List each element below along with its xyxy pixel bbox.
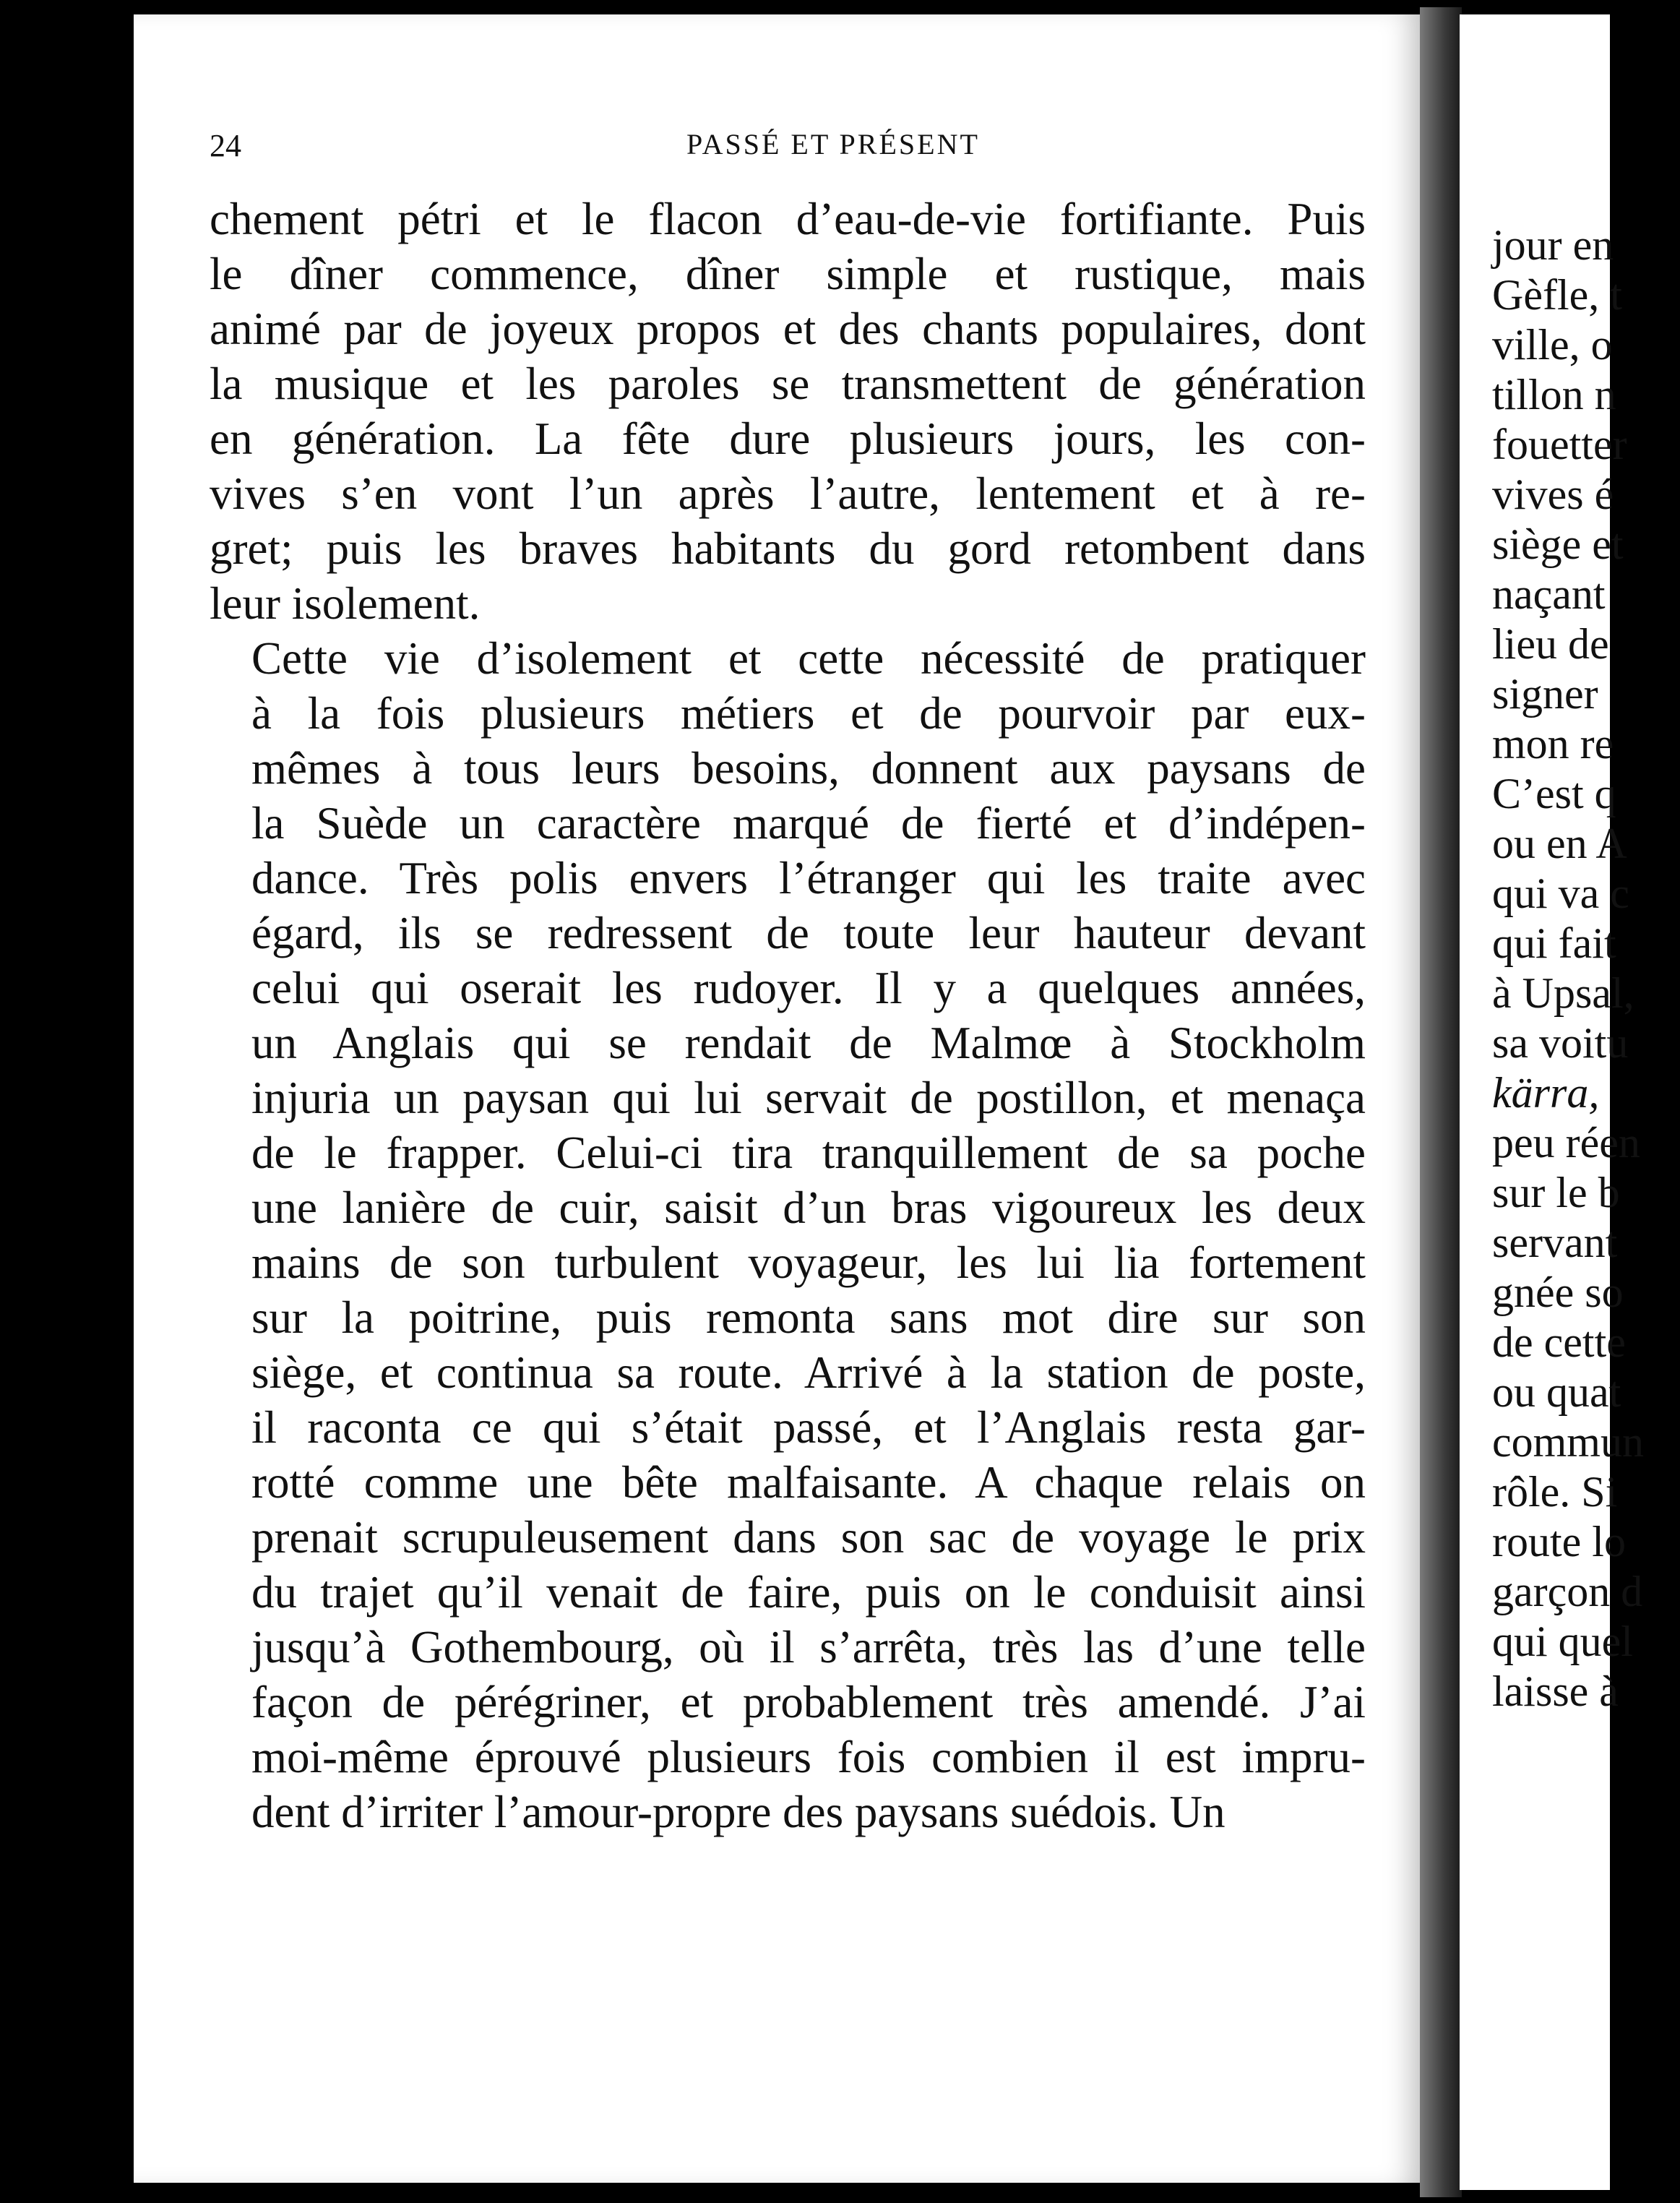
text-line: jusqu’à Gothembourg, où il s’arrêta, très las d’une telle <box>251 1622 1366 1672</box>
right-page-line: à Upsal, <box>1492 969 1634 1017</box>
right-page-line: garçon d <box>1492 1568 1643 1615</box>
right-page-line: qui fait <box>1492 919 1616 967</box>
text-line: siège, et continua sa route. Arrivé à la station de poste, <box>251 1347 1366 1398</box>
right-page-line: vives é <box>1492 471 1614 518</box>
text-line: du trajet qu’il venait de faire, puis on le conduisit ainsi <box>251 1567 1366 1618</box>
text-line: rotté comme une bête malfaisante. A chaque relais on <box>251 1457 1366 1508</box>
text-line: une lanière de cuir, saisit d’un bras vigoureux les deux <box>251 1182 1366 1233</box>
text-line: un Anglais qui se rendait de Malmœ à Stockholm <box>251 1018 1366 1068</box>
book-gutter <box>1420 7 1462 2197</box>
text-line: en génération. La fête dure plusieurs jours, les con- <box>210 413 1366 464</box>
text-line: dent d’irriter l’amour-propre des paysans suédois. Un <box>251 1787 1225 1837</box>
text-line: animé par de joyeux propos et des chants populaires, dont <box>210 304 1366 354</box>
right-page-line: ou quat <box>1492 1368 1621 1416</box>
text-line: vives s’en vont l’un après l’autre, lentement et à re- <box>210 468 1366 519</box>
body-text <box>210 192 1366 1839</box>
right-page-line: siège et <box>1492 520 1624 568</box>
right-page-line: naçant <box>1492 570 1606 618</box>
right-page-line: jour en <box>1492 221 1614 269</box>
right-page-text <box>1492 220 1680 1717</box>
text-line: gret; puis les braves habitants du gord retombent dans <box>210 523 1366 574</box>
right-page-line: signer <box>1492 670 1598 718</box>
right-page-line: qui va c <box>1492 869 1629 917</box>
text-line: égard, ils se redressent de toute leur hauteur devant <box>251 908 1366 958</box>
right-page-line: fouetter <box>1492 421 1627 468</box>
right-page-line: qui quel <box>1492 1618 1633 1665</box>
text-line: leur isolement. <box>210 578 481 629</box>
right-page-line: route lo <box>1492 1518 1626 1566</box>
text-line: celui qui oserait les rudoyer. Il y a quelques années, <box>251 963 1366 1013</box>
right-page-line: rôle. Si <box>1492 1468 1618 1516</box>
paragraph-1 <box>210 192 1366 631</box>
right-page-line: peu réen <box>1492 1119 1640 1167</box>
text-line: mains de son turbulent voyageur, les lui lia fortement <box>251 1237 1366 1288</box>
right-page-line: servant <box>1492 1219 1618 1266</box>
right-page-line: de cette <box>1492 1318 1626 1366</box>
text-line: il raconta ce qui s’était passé, et l’Anglais resta gar- <box>251 1402 1366 1453</box>
right-page-line: mon re <box>1492 720 1614 768</box>
text-line: sur la poitrine, puis remonta sans mot dire sur son <box>251 1292 1366 1343</box>
page-number: 24 <box>210 128 241 163</box>
right-page-line: gnée so <box>1492 1268 1624 1316</box>
running-head <box>210 123 1366 166</box>
right-page-line: ville, o <box>1492 321 1613 369</box>
right-page-line: Gèfle, t <box>1492 271 1622 319</box>
text-line: chement pétri et le flacon d’eau-de-vie fortifiante. Puis <box>210 194 1366 244</box>
right-page-line: tillon n <box>1492 371 1616 418</box>
text-line: prenait scrupuleusement dans son sac de voyage le prix <box>251 1512 1366 1563</box>
right-page-line: ou en A <box>1492 820 1627 867</box>
right-page-line: laisse à <box>1492 1667 1619 1715</box>
text-line: façon de pérégriner, et probablement très amendé. J’ai <box>251 1677 1366 1727</box>
right-page-line: lieu de <box>1492 620 1609 668</box>
running-title: PASSÉ ET PRÉSENT <box>686 128 980 160</box>
right-page-line: sa voitu <box>1492 1019 1629 1067</box>
paragraph-2 <box>210 631 1366 1839</box>
right-page-line: commun <box>1492 1418 1644 1466</box>
right-page-line: sur le b <box>1492 1169 1620 1216</box>
right-page-line: C’est q <box>1492 770 1616 817</box>
text-line: moi-même éprouvé plusieurs fois combien il est impru- <box>251 1732 1366 1782</box>
text-line: à la fois plusieurs métiers et de pourvoir par eux- <box>251 688 1366 739</box>
right-page <box>1460 14 1644 2190</box>
text-line: Cette vie d’isolement et cette nécessité de pratiquer <box>251 633 1366 684</box>
text-line: la musique et les paroles se transmettent de génération <box>210 358 1366 409</box>
text-line: injuria un paysan qui lui servait de postillon, et menaça <box>251 1073 1366 1123</box>
text-line: le dîner commence, dîner simple et rustique, mais <box>210 249 1366 299</box>
text-line: de le frapper. Celui-ci tira tranquillement de sa poche <box>251 1128 1366 1178</box>
text-line: mêmes à tous leurs besoins, donnent aux paysans de <box>251 743 1366 794</box>
text-line: la Suède un caractère marqué de fierté et d’indépen- <box>251 798 1366 849</box>
right-page-line: kärra, <box>1492 1069 1600 1117</box>
text-line: dance. Très polis envers l’étranger qui les traite avec <box>251 853 1366 903</box>
